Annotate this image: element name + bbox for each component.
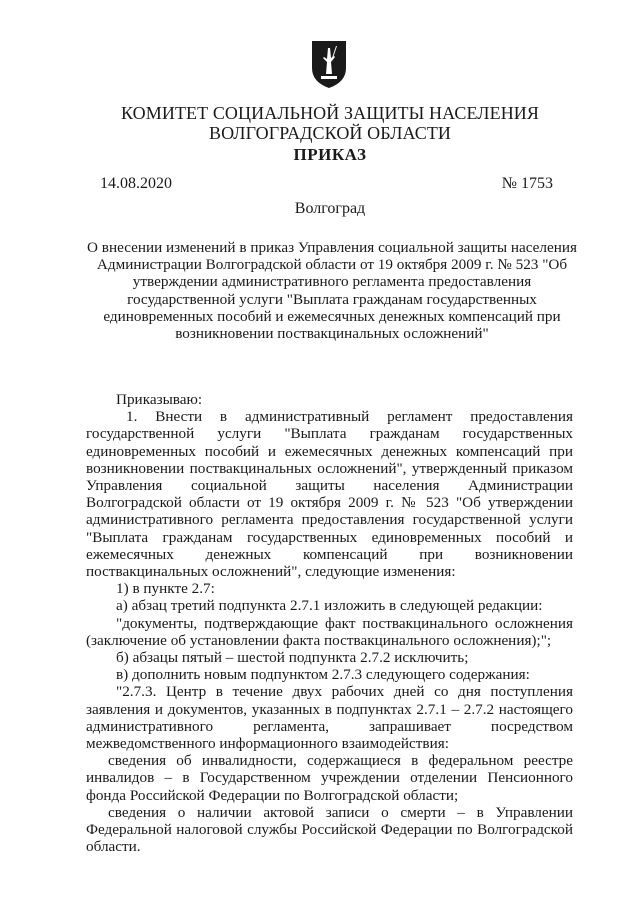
document-title: ПРИКАЗ [293, 145, 367, 164]
subject-line: утверждении административного регламента предоставления [132, 273, 532, 291]
paragraph-8: сведения об инвалидности, содержащиеся в федеральном реестре инвалидов – в Государственном учреждении отделении Пенсионного фонда Российской Федерации по Волгоградской области; [86, 752, 573, 804]
order-subject [82, 239, 582, 342]
order-body [86, 391, 573, 855]
committee-header [60, 103, 600, 143]
paragraph-3: а) абзац третий подпункта 2.7.1 изложить в следующей редакции: [116, 597, 543, 615]
paragraph-4: "документы, подтверждающие факт поствакцинального осложнения (заключение об установлении факта поствакцинального осложнения);"; [86, 614, 573, 649]
coat-of-arms-icon [309, 38, 349, 90]
subject-line: единовременных пособий и ежемесячных денежных компенсаций при [103, 307, 561, 325]
committee-name-line-1: КОМИТЕТ СОЦИАЛЬНОЙ ЗАЩИТЫ НАСЕЛЕНИЯ [120, 103, 540, 123]
paragraph-2: 1) в пункте 2.7: [116, 580, 215, 598]
paragraph-7: "2.7.3. Центр в течение двух рабочих дней со дня поступления заявления и документов, указанных в подпунктах 2.7.1 – 2.7.2 настоящего административного регламента, запрашивает посредством межведомственного информационного взаимодействия: [86, 683, 573, 753]
document-city: Волгоград [294, 200, 366, 217]
committee-name-line-2: ВОЛГОГРАДСКОЙ ОБЛАСТИ [208, 123, 452, 143]
document-date: 14.08.2020 [100, 175, 172, 192]
subject-line: О внесении изменений в приказ Управления социальной защиты населения [87, 239, 577, 256]
subject-line: государственной услуги "Выплата гражданам государственных [127, 290, 537, 308]
order-word: Приказываю: [116, 391, 203, 408]
paragraph-5: б) абзацы пятый – шестой подпункта 2.7.2 исключить; [116, 649, 469, 667]
paragraph-1: 1. Внести в административный регламент предоставления государственной услуги "Выплата гражданам государственных единовременных пособий и ежемесячных денежных компенсаций при возникновении поствакцинальных осложнений", утвержденный приказом Управления социальной защиты населения Администрации Волгоградской области от 19 октября 2009 г. № 523 "Об утверждении административного регламента предоставления государственной услуги "Выплата гражданам государственных единовременных пособий и ежемесячных денежных компенсаций при возникновении поствакцинальных осложнений", следующие изменения: [86, 408, 573, 581]
paragraph-6: в) дополнить новым подпунктом 2.7.3 следующего содержания: [116, 666, 530, 684]
paragraph-9: сведения о наличии актовой записи о смерти – в Управлении Федеральной налоговой службы Российской Федерации по Волгоградской области. [86, 803, 573, 856]
subject-line: возникновении поствакцинальных осложнений" [175, 325, 489, 343]
subject-line: Администрации Волгоградской области от 19 октября 2009 г. № 523 "Об [96, 256, 568, 274]
document-number: № 1753 [501, 175, 553, 192]
